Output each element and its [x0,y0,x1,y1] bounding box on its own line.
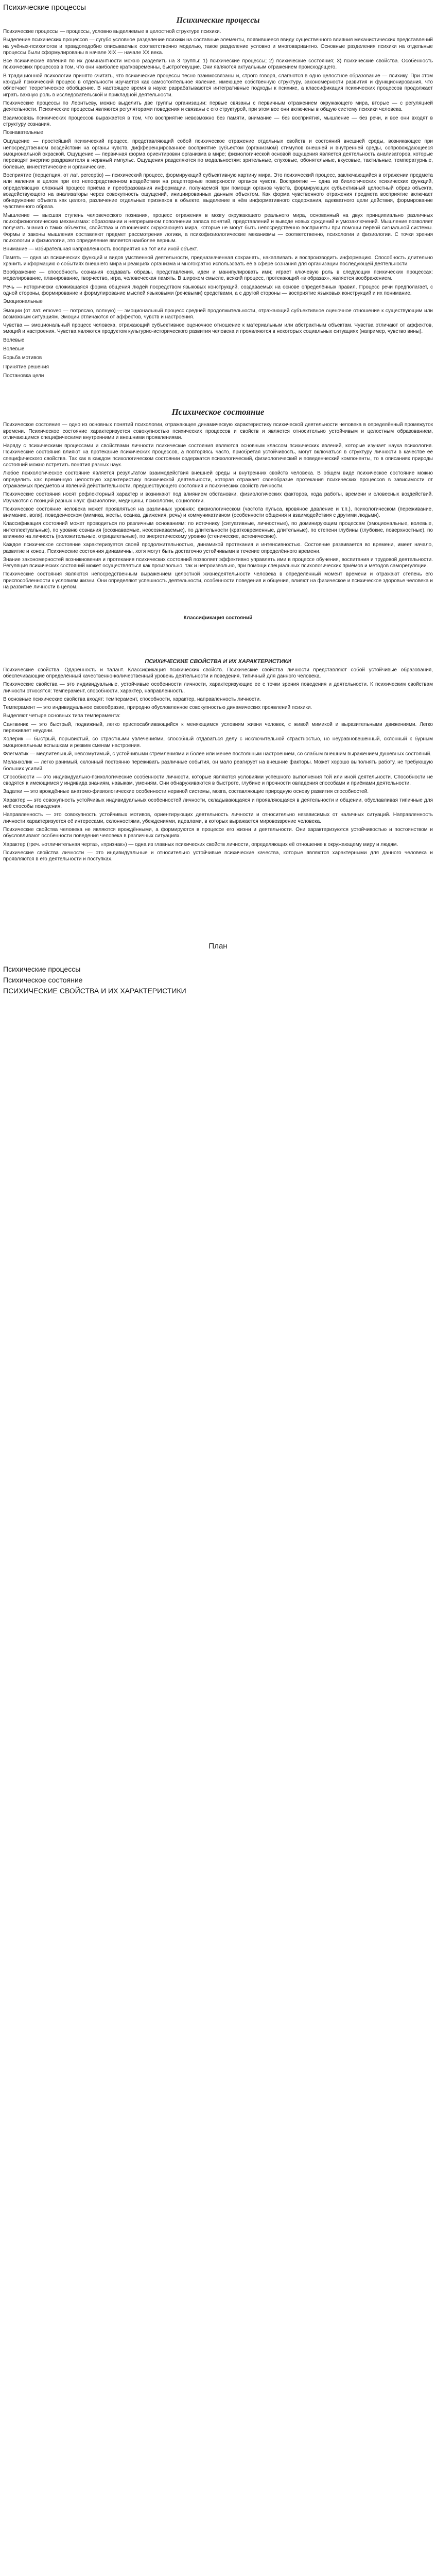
subheading-volitional: Волевые [3,337,25,343]
paragraph: Знание закономерностей возникновения и протекания психических состояний позволяет эффективно управлять ими в процессе обучения, воспитания и трудовой деятельности. Регуляция психических состояний может осуществляться как произвольно, так и непроизвольно, при помощи специальных психологических приёмов и методов саморегуляции. [3,556,433,569]
paragraph: Флегматик — медлительный, невозмутимый, с устойчивыми стремлениями и более или менее постоянным настроением, со слабым внешним выражением душевных состояний. [3,751,432,757]
document-page [0,0,436,996]
section-title-properties: ПСИХИЧЕСКИЕ СВОЙСТВА И ИХ ХАРАКТЕРИСТИКИ [145,658,291,665]
classification-label: Классификация состояний [183,615,253,621]
plan-item: ПСИХИЧЕСКИЕ СВОЙСТВА И ИХ ХАРАКТЕРИСТИКИ [3,987,186,995]
section-title-processes: Психические процессы [176,16,260,25]
subheading-emotional: Эмоциональные [3,299,43,305]
paragraph-imagination: Воображение — способность сознания создавать образы, представления, идеи и манипулировать ими; играет ключевую роль в следующих психических процессах: моделирование, планирование, творчество, игра, человеческая память. В широком смысле, всякий процесс, протекающий «в образах», является воображением. [3,269,433,282]
paragraph: Сангвиник — это быстрый, подвижный, легко приспосабливающийся к меняющимся условиям жизни человек, с живой мимикой и выразительными движениями. Легко переживает неудачи. [3,721,433,734]
paragraph: Каждое психическое состояние характеризуется своей продолжительностью, динамикой протекания и интенсивностью. Состояние развивается во времени, имеет начало, развитие и конец. Психические состояния динамичны, хотя могут быть достаточно устойчивыми в течение определённого времени. [3,542,433,554]
paragraph: Психические состояния носят рефлекторный характер и возникают под влиянием обстановки, физиологических факторов, хода работы, времени и словесных воздействий. Изучаются с позиций разных наук: физиологии, медицины, психологии, социологии. [3,492,433,504]
list-item: Постановка цели [3,372,44,379]
paragraph: Психические состояния являются непосредственным выражением целостной жизнедеятельности человека в определённый момент времени и отражают степень его приспособленности к условиям жизни. Они определяют успешность деятельности, особенности поведения и общения, влияют на физическое и психическое здоровье человека и на развитие личности в целом. [3,571,433,590]
paragraph-sensation: Ощущение — простейший психический процесс, представляющий собой психическое отражение отдельных свойств и состояний внешней среды, возникающее при непосредственном воздействии на органы чувств, дифференцированное восприятие субъектом (организмом) стимулов внешней и внутренней среды, сопровождающееся эмоциональной окраской. Ощущение — первичная форма ориентировки организма в мире; физиологической основой ощущения является деятельность анализаторов, которые переводят энергию раздражителя в нервный импульс. Ощущения разделяются по модальностям: зрительные, слуховые, обонятельные, вкусовые, тактильные, температурные, болевые, кинестетические и органические. [3,139,433,170]
page-title: Психические процессы [3,3,86,12]
paragraph: Наряду с психическими процессами и свойствами личности психические состояния являются основным классом психических явлений, которые изучает наука психология. Психические состояния влияют на протекание психических процессов, а повторяясь часто, приобретая устойчивость, могут включаться в структуру личности в качестве её специфического свойства. Так как в каждом психологическом состоянии содержатся психологический, физиологический и поведенческий компоненты, то в описаниях природы состояний можно встретить понятия разных наук. [3,443,433,468]
list-item: Принятие решения [3,364,49,370]
paragraph: Психические свойства — это индивидуальные, устойчивые особенности личности, характеризующие ее с точки зрения поведения и деятельности. К психическим свойствам личности относятся: темперамент, способности, характер, направленность. [3,682,433,694]
paragraph: Холерик — быстрый, порывистый, со страстными увлечениями, способный отдаваться делу с исключительной страстностью, но неуравновешенный, склонный к бурным эмоциональным вспышкам и резким сменам настроения. [3,736,433,749]
paragraph: Задатки — это врождённые анатомо-физиологические особенности нервной системы, мозга, составляющие природную основу развития способностей. [3,789,369,795]
paragraph: Направленность — это совокупность устойчивых мотивов, ориентирующих деятельность личности и относительно независимых от наличных ситуаций. Направленность личности характеризуется её интересами, склонностями, убеждениями, идеалами, в которых выражается мировоззрение человека. [3,812,433,824]
paragraph-memory: Память — одна из психических функций и видов умственной деятельности, предназначенная сохранять, накапливать и воспроизводить информацию. Способность длительно хранить информацию о событиях внешнего мира и реакциях организма и многократно использовать её в сфере сознания для организации последующей деятельности. [3,255,433,267]
paragraph: В традиционной психологии принято считать, что психические процессы тесно взаимосвязаны и, строго говоря, слагаются в одно целостное образование — психику. При этом каждый психический процесс в отдельности изучается как самостоятельное явление, имеющее собственную структуру, закономерности развития и функционирования, что облегчает теоретическое обобщение. В настоящее время в науке разрабатываются интегративные подходы к психике, а классификация психических процессов продолжает играть важную роль в исследовательской и прикладной деятельности. [3,73,433,98]
paragraph: В основные психические свойства входят: темперамент, способности, характер, направленность личности. [3,696,261,702]
paragraph: Психические процессы — процессы, условно выделяемые в целостной структуре психики. [3,29,221,35]
plan-item: Психическое состояние [3,976,83,985]
paragraph: Психические свойства личности — это индивидуальные и относительно устойчивые психические качества, которые являются характерными для данного человека и проявляются в его деятельности и поступках. [3,850,433,862]
section-title-state: Психическое состояние [171,407,265,417]
paragraph-feelings: Чувства — эмоциональный процесс человека, отражающий субъективное оценочное отношение к материальным или абстрактным объектам. Чувства отличают от аффектов, эмоций и настроения. Чувства являются продуктом культурно-исторического развития человека и проявляются в некоторых социальных ситуациях (например, чувство вины). [3,323,433,335]
list-item: Волевые [3,346,25,352]
list-item: Борьба мотивов [3,355,42,361]
paragraph: Выделяют четыре основных типа темперамента: [3,713,121,719]
paragraph: Характер — это совокупность устойчивых индивидуальных особенностей личности, складывающаяся и проявляющаяся в деятельности и общении, обуславливая типичные для неё способы поведения. [3,797,433,810]
paragraph: Все психические явления по их доминантности можно разделить на 3 группы: 1) психические процессы; 2) психические состояния; 3) психические свойства. Особенность психических процессов в том, что они наиболее кратковременны, быстротекущие. Они являются актуальным отражением происходящего. [3,58,433,71]
paragraph: Способности — это индивидуально-психологические особенности личности, которые являются условиями успешного выполнения той или иной деятельности. Способности не сводятся к имеющимся у индивида знаниям, навыкам, умениям. Они обнаруживаются в быстроте, глубине и прочности овладения способами и приёмами деятельности. [3,774,433,787]
paragraph: Любое психологическое состояние является результатом взаимодействия внешней среды и внутренних свойств человека. В общем виде психическое состояние можно определить как временную целостную характеристику психической деятельности, которая отражает своеобразие протекания психических процессов в зависимости от отражаемых предметов и явлений действительности, предшествующего состояния и психических свойств личности. [3,470,433,489]
paragraph: Психическое состояние — одно из основных понятий психологии, отражающее динамическую характеристику психической деятельности человека в определённый промежуток времени. Психическое состояние характеризуется совокупностью психических процессов и свойств и является относительно устойчивым и целостным образованием, отличающимся специфическими внутренними и внешними проявлениями. [3,422,433,440]
paragraph: Психические процессы по Леонтьеву, можно выделить две группы организации: первые связаны с первичным отражением окружающего мира, вторые — с регуляцией деятельности. Психические процессы являются регуляторами поведения и связаны с его структурой, при этом все они включены в общую систему психики человека. [3,100,433,113]
paragraph-perception: Восприятие (перцепция, от лат. perceptio) — психический процесс, формирующий субъективную картину мира. Это психический процесс, заключающийся в отражении предмета или явления в целом при его непосредственном воздействии на рецепторные поверхности органов чувств. Восприятие — одна из биологических психических функций, определяющих сложный процесс приёма и преобразования информации, получаемой при помощи органов чувств, формирующих субъективный целостный образ объекта, воздействующего на анализаторы через совокупность ощущений, инициированных данным объектом. Как форма чувственного отражения предмета восприятие включает обнаружение объекта как целого, различение отдельных признаков в объекте, выделение в нём информативного содержания, адекватного цели действия, формирование чувственного образа. [3,172,433,210]
paragraph: Психические свойства человека не являются врождёнными, а формируются в процессе его жизни и деятельности. Они характеризуются устойчивостью и постоянством и обусловливают особенности поведения человека в различных ситуациях. [3,826,433,839]
paragraph: Выделение психических процессов — сугубо условное разделение психики на составные элементы, появившееся ввиду существенного влияния механистических представлений на учёных-психологов и правдоподобно описываемых соответственно моделью, такое разделение условно и многовариантно. Основные разделения психики на отдельные процессы были сформулированы в начале XIX — начале XX века. [3,37,433,56]
paragraph-thinking: Мышление — высшая ступень человеческого познания, процесс отражения в мозгу окружающего реального мира, основанный на двух принципиально различных психофизиологических механизмах: образовании и непрерывном пополнении запаса понятий, представлений и выводе новых суждений и умозаключений. Мышление позволяет получать знания о таких объектах, свойствах и отношениях окружающего мира, которые не могут быть непосредственно восприняты при помощи первой сигнальной системы. Формы и законы мышления составляют предмет рассмотрения логики, а психофизиологические механизмы — соответственно, психологии и физиологии. С точки зрения психологии и физиологии, это определение является наиболее верным. [3,212,433,244]
paragraph-attention: Внимание — избирательная направленность восприятия на тот или иной объект. [3,246,198,252]
plan-item: Психические процессы [3,965,81,974]
paragraph-speech: Речь — исторически сложившаяся форма общения людей посредством языковых конструкций, создаваемых на основе определённых правил. Процесс речи предполагает, с одной стороны, формирование и формулирование мыслей языковыми (речевыми) средствами, а с другой стороны — восприятие языковых конструкций и их понимание. [3,284,433,296]
paragraph: Психические свойства. Одаренность и талант. Классификация психических свойств. Психические свойства личности представляют собой устойчивые образования, обеспечивающие определённый качественно-количественный уровень деятельности и поведения, типичный для данного человека. [3,667,433,679]
paragraph: Меланхолик — легко ранимый, склонный постоянно переживать различные события, он мало реагирует на внешние факторы. Может хорошо выполнять работу, не требующую больших усилий. [3,759,433,772]
paragraph: Характер (греч. «отличительная черта», «признак») — одна из главных психических свойств личности, определяющих её отношение к окружающему миру и людям. [3,841,398,848]
paragraph: Темперамент — это индивидуальное своеобразие, природно обусловленное совокупностью динамических проявлений психики. [3,705,312,711]
paragraph: Взаимосвязь психических процессов выражается в том, что восприятие невозможно без памяти, внимание — без восприятия, мышление — без речи, и все они входят в структуру сознания. [3,115,433,127]
paragraph: Классификация состояний может проводиться по различным основаниям: по источнику (ситуативные, личностные), по доминирующим процессам (эмоциональные, волевые, интеллектуальные), по уровню сознания (осознаваемые, неосознаваемые), по длительности (кратковременные, длительные), по степени глубины (глубокие, поверхностные), по влиянию на личность (положительные, отрицательные), по энергетическому уровню (стенические, астенические). [3,521,433,539]
subheading-cognitive: Познавательные [3,130,43,136]
paragraph: Психическое состояние человека может проявляться на различных уровнях: физиологическом (частота пульса, кровяное давление и т.п.), психологическом (переживание, внимание, воля), поведенческом (мимика, жесты, осанка, движения, речь) и коммуникативном (особенности общения и взаимодействия с другими людьми). [3,506,433,519]
plan-title: План [208,942,228,951]
paragraph-emotions: Эмоции (от лат. emoveo — потрясаю, волную) — эмоциональный процесс средней продолжительности, отражающий субъективное оценочное отношение к существующим или возможным ситуациям. Эмоции отличаются от аффектов, чувств и настроения. [3,308,433,320]
